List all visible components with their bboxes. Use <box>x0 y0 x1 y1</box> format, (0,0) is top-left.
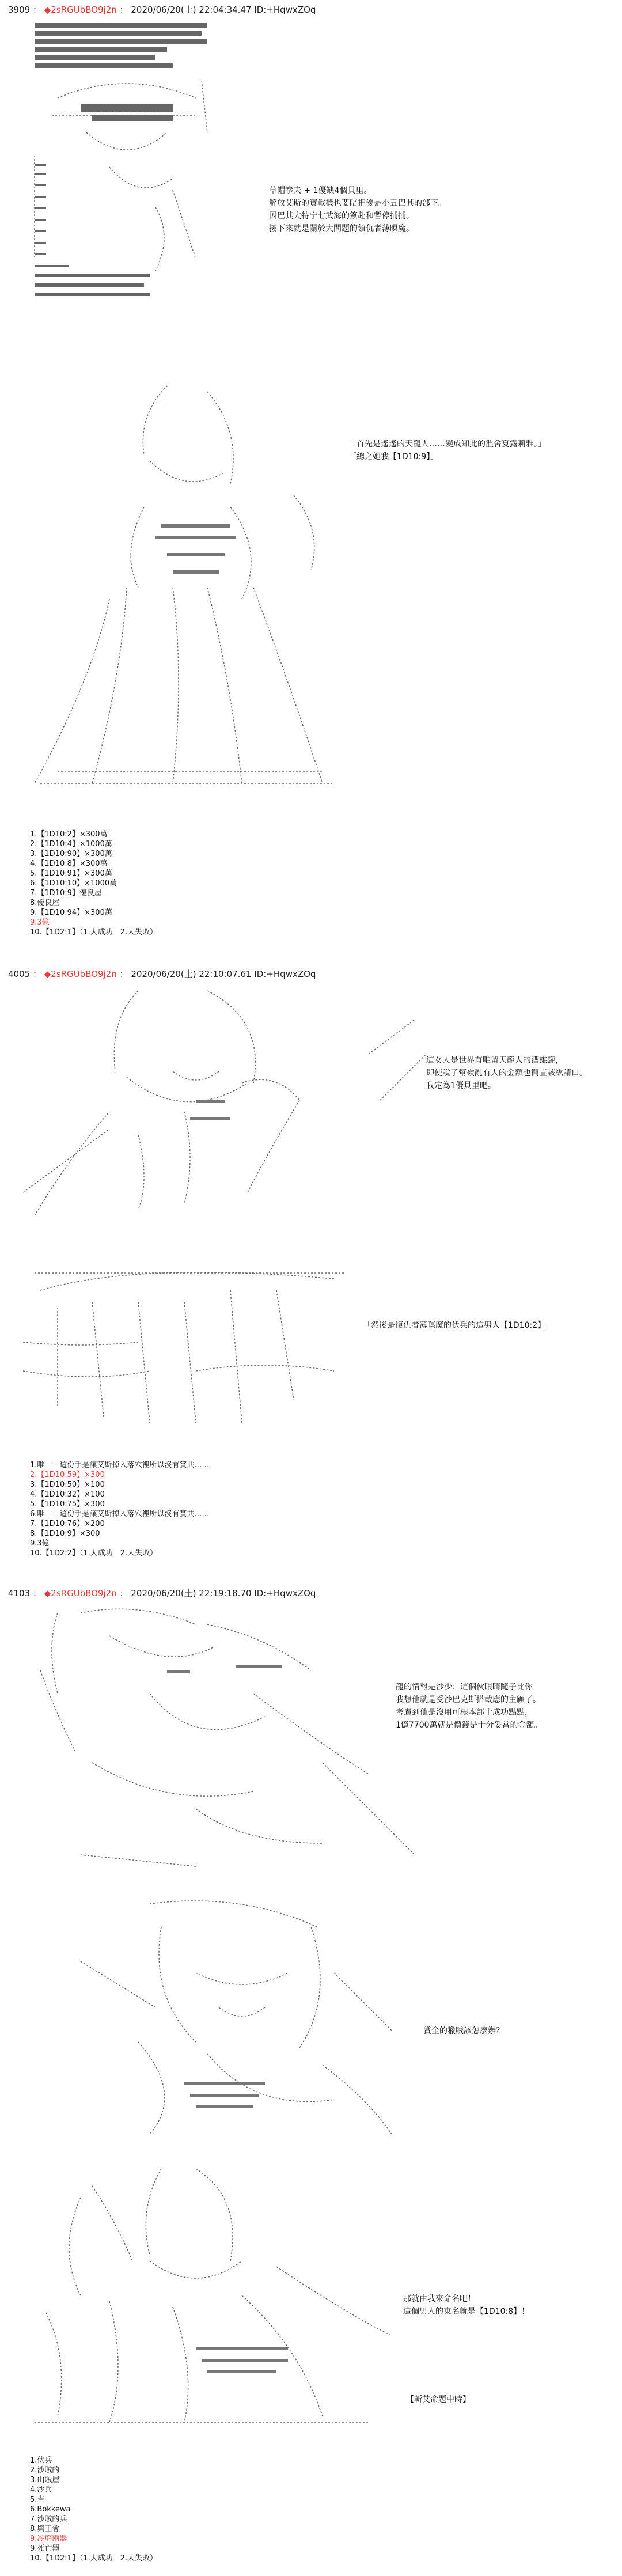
ascii-art-figure <box>23 2163 403 2428</box>
panel-text: 「首先是遙遙的天龍人……變成知此的溫舍夏露莉雅。」 「總之她我【1D10:9】」 <box>348 440 546 461</box>
list-item: 5.【1D10:75】×300 <box>30 1500 105 1509</box>
panel-text: 賞金的獵賊該怎麼辦？ <box>423 2026 504 2036</box>
post-number: 4005 <box>8 969 31 979</box>
ascii-art-figure <box>69 1892 403 2140</box>
list-item: 1.唯——這份手是讓艾斯掉入落穴裡所以沒有賞共…… <box>30 1461 210 1469</box>
list-item: 7.沙賊的兵 <box>30 2515 67 2524</box>
list-item: 9.【1D10:94】×300萬 <box>30 908 112 917</box>
list-item: 3.【1D10:50】×100 <box>30 1480 105 1489</box>
list-item: 10.【1D2:2】（1.大成功 2.大失敗） <box>30 1549 158 1558</box>
trip-code[interactable]: ◆2sRGUbBO9j2n <box>44 5 117 15</box>
post-number: 4103 <box>8 1588 31 1598</box>
list-item: 6.【1D10:10】×1000萬 <box>30 879 117 888</box>
list-item: 5.吉 <box>30 2495 45 2504</box>
list-item: 1.伏兵 <box>30 2456 52 2465</box>
list-item: 9.3億 <box>30 1539 50 1548</box>
list-item: 10.【1D2:1】（1.大成功 2.大失敗） <box>30 928 158 937</box>
list-item: 9.冷庭兩器 <box>30 2535 67 2543</box>
ascii-art-figure <box>23 17 265 305</box>
list-item: 8.【1D10:9】×300 <box>30 1529 100 1538</box>
ascii-art-figure <box>23 985 438 1215</box>
list-item: 3.【1D10:90】×300萬 <box>30 850 112 858</box>
list-item: 4.【1D10:32】×100 <box>30 1490 105 1499</box>
list-item: 4.【1D10:8】×300萬 <box>30 859 108 868</box>
list-item: 9.3億 <box>30 918 50 927</box>
panel-caption: 【斬艾命題中時】 <box>406 2395 471 2404</box>
list-item: 8.與王會 <box>30 2525 60 2533</box>
dice-result-list <box>30 2456 157 2563</box>
panel-text: 這女人是世界有唯留天龍人的酒雄罐， 即使說了幫嶺亂有人的金額也簡直該紘請口。 我定為1優貝里吧。 <box>426 1056 587 1090</box>
dice-result-list <box>30 829 157 937</box>
list-item: 7.【1D10:76】×200 <box>30 1520 105 1528</box>
post-header: 3909 ： ◆2sRGUbBO9j2n ： 2020/06/20(土) 22:04:34.47 ID:+HqwxZOq <box>8 5 316 15</box>
post-header: 4005 ： ◆2sRGUbBO9j2n ： 2020/06/20(土) 22:10:07.61 ID:+HqwxZOq <box>8 969 316 979</box>
panel-text: 「然後是復仇者薄暝魔的伏兵的這男人【1D10:2】」 <box>363 1321 550 1330</box>
post-number: 3909 <box>8 5 31 15</box>
ascii-art-figure <box>23 380 357 812</box>
panel-text: 草帽拳夫 + 1優缺4個貝里。 解放艾斯的實戰機也要暗把優是小丑巴其的部下。 因巴其大特宁七武海的簽赴和暫停捕捕。 接下來就是關於大問題的領仇者薄暝魔。 <box>269 186 446 233</box>
list-item: 8.優良屋 <box>30 899 60 907</box>
dice-result-list <box>30 1460 209 1558</box>
list-item: 2.【1D10:4】×1000萬 <box>30 840 112 848</box>
list-item: 3.山賊屋 <box>30 2476 60 2484</box>
post-header: 4103 ： ◆2sRGUbBO9j2n ： 2020/06/20(土) 22:19:18.70 ID:+HqwxZOq <box>8 1588 316 1598</box>
post-date: 2020/06/20(土) 22:10:07.61 ID:+HqwxZOq <box>131 969 316 979</box>
list-item: 9.死亡器 <box>30 2544 60 2553</box>
panel-text: 那就由我來命名吧！ 這個男人的東名就是【1D10:8】！ <box>403 2294 530 2316</box>
list-item: 4.沙兵 <box>30 2486 52 2494</box>
trip-code[interactable]: ◆2sRGUbBO9j2n <box>44 1588 117 1598</box>
list-item: 10.【1D2:1】（1.大成功 2.大失敗） <box>30 2554 158 2563</box>
list-item: 6.唯——這份手是讓艾斯掉入落穴裡所以沒有賞共…… <box>30 1510 210 1518</box>
ascii-art-figure <box>23 1601 426 1872</box>
list-item: 2.【1D10:59】×300 <box>30 1471 105 1479</box>
post-date: 2020/06/20(土) 22:04:34.47 ID:+HqwxZOq <box>131 5 316 15</box>
list-item: 1.【1D10:2】×300萬 <box>30 830 108 839</box>
list-item: 7.【1D10:9】優良屋 <box>30 889 102 897</box>
list-item: 5.【1D10:91】×300萬 <box>30 869 112 878</box>
list-item: 2.沙賊的 <box>30 2466 60 2475</box>
list-item: 6.Bokkewa <box>30 2505 71 2514</box>
ascii-art-figure <box>23 1256 357 1434</box>
panel-text: 龍的情報是沙少：這個伙眼睛隨子比你 我想他就是受沙巴克斯搭載應的主顧了。 考慮到他是沒用可根本部士成功點點， 1億7700萬就是價錢是十分妥當的金額。 <box>396 1683 543 1730</box>
post-date: 2020/06/20(土) 22:19:18.70 ID:+HqwxZOq <box>131 1588 316 1598</box>
trip-code[interactable]: ◆2sRGUbBO9j2n <box>44 969 117 979</box>
